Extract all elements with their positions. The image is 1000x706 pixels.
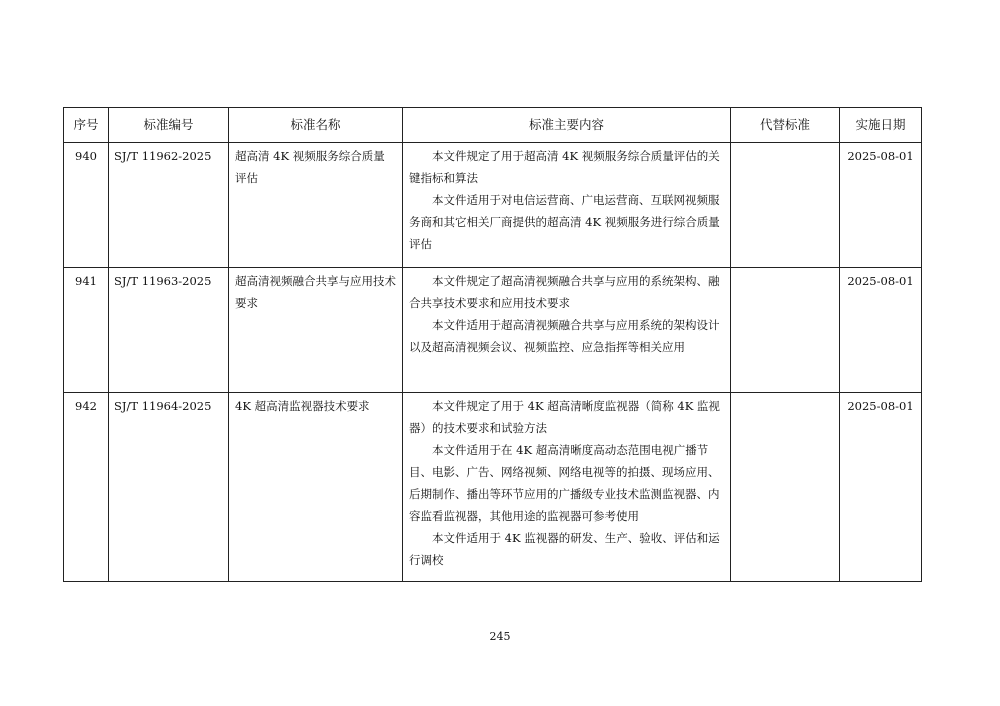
table-row: [64, 143, 922, 268]
row-replaced-standard: [731, 143, 840, 268]
content-paragraph: 本文件适用于超高清视频融合共享与应用系统的架构设计以及超高清视频会议、视频监控、应急指挥等相关应用: [409, 318, 720, 354]
row-main-content: [403, 268, 731, 393]
row-main-content: [403, 143, 731, 268]
row-main-content: [403, 393, 731, 582]
header-main-content: 标准主要内容: [403, 108, 731, 143]
content-paragraph: 本文件适用于 4K 监视器的研发、生产、验收、评估和运行调校: [409, 531, 720, 567]
row-standard-name: 超高清视频融合共享与应用技术要求: [229, 268, 403, 393]
content-paragraph: 本文件规定了用于超高清 4K 视频服务综合质量评估的关键指标和算法: [409, 149, 720, 185]
header-standard-code: 标准编号: [109, 108, 229, 143]
table-row: [64, 268, 922, 393]
content-paragraph: 本文件规定了用于 4K 超高清晰度监视器（简称 4K 监视器）的技术要求和试验方法: [409, 399, 720, 435]
row-standard-code: SJ/T 11962-2025: [109, 143, 229, 268]
row-serial: 940: [64, 143, 109, 268]
row-replaced-standard: [731, 268, 840, 393]
row-implementation-date: 2025-08-01: [840, 393, 922, 582]
page-number: 245: [489, 630, 511, 643]
standards-table: [63, 107, 922, 582]
row-serial: 942: [64, 393, 109, 582]
row-standard-name: 超高清 4K 视频服务综合质量评估: [229, 143, 403, 268]
row-serial: 941: [64, 268, 109, 393]
table-row: [64, 393, 922, 582]
header-replaced-standard: 代替标准: [731, 108, 840, 143]
content-paragraph: 本文件适用于对电信运营商、广电运营商、互联网视频服务商和其它相关厂商提供的超高清 4K 视频服务进行综合质量评估: [409, 193, 720, 251]
row-standard-name: 4K 超高清监视器技术要求: [229, 393, 403, 582]
table-header-row: [64, 108, 922, 143]
header-standard-name: 标准名称: [229, 108, 403, 143]
row-replaced-standard: [731, 393, 840, 582]
row-standard-code: SJ/T 11963-2025: [109, 268, 229, 393]
content-paragraph: 本文件适用于在 4K 超高清晰度高动态范围电视广播节目、电影、广告、网络视频、网络电视等的拍摄、现场应用、后期制作、播出等环节应用的广播级专业技术监测监视器、内容监看监视器，其他用途的监视器可参考使用: [409, 443, 720, 523]
header-serial: 序号: [64, 108, 109, 143]
row-standard-code: SJ/T 11964-2025: [109, 393, 229, 582]
row-implementation-date: 2025-08-01: [840, 143, 922, 268]
content-paragraph: 本文件规定了超高清视频融合共享与应用的系统架构、融合共享技术要求和应用技术要求: [409, 274, 720, 310]
header-implementation-date: 实施日期: [840, 108, 922, 143]
row-implementation-date: 2025-08-01: [840, 268, 922, 393]
